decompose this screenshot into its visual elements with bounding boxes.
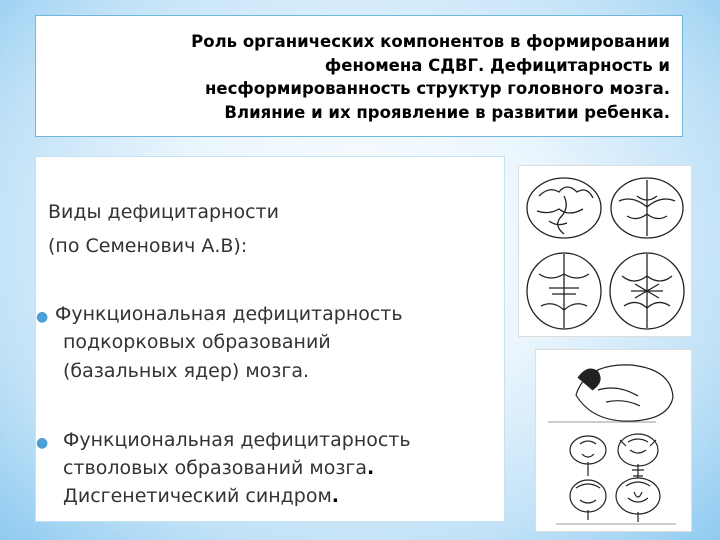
slide-title [60,30,670,124]
bullet-1-line-3: (базальных ядер) мозга. [63,360,310,382]
bullet-2-line-2 [63,457,374,479]
brain-structures-image [535,349,692,532]
content-heading-2: (по Семенович А.В): [48,235,248,257]
content-box [35,156,505,522]
title-line-4: Влияние и их проявление в развитии ребенка. [224,102,670,122]
bullet-2-line-3-period: . [331,485,340,507]
bullet-2-marker: ● [36,435,49,451]
bullet-2-line-2-period: . [367,457,375,479]
title-line-1: Роль органических компонентов в формировании [191,32,670,51]
brain-structures-drawing [536,350,691,531]
brain-sections-image [518,165,692,337]
bullet-2-line-3-text: Дисгенетический синдром [63,485,332,507]
bullet-2-line-3 [63,485,339,507]
title-box [35,15,683,137]
title-line-2: феномена СДВГ. Дефицитарность и [324,55,670,75]
title-line-3: несформированность структур головного мозга. [205,79,670,98]
brain-sections-drawing [519,166,691,336]
content-heading-1: Виды дефицитарности [48,201,279,223]
bullet-2-line-1: Функциональная дефицитарность [63,429,411,451]
bullet-1-line-2: подкорковых образований [63,331,331,353]
bullet-2-line-2-text: стволовых образований мозга [63,457,368,479]
bullet-1-marker: ● [36,309,49,325]
bullet-1-line-1: Функциональная дефицитарность [55,303,403,325]
